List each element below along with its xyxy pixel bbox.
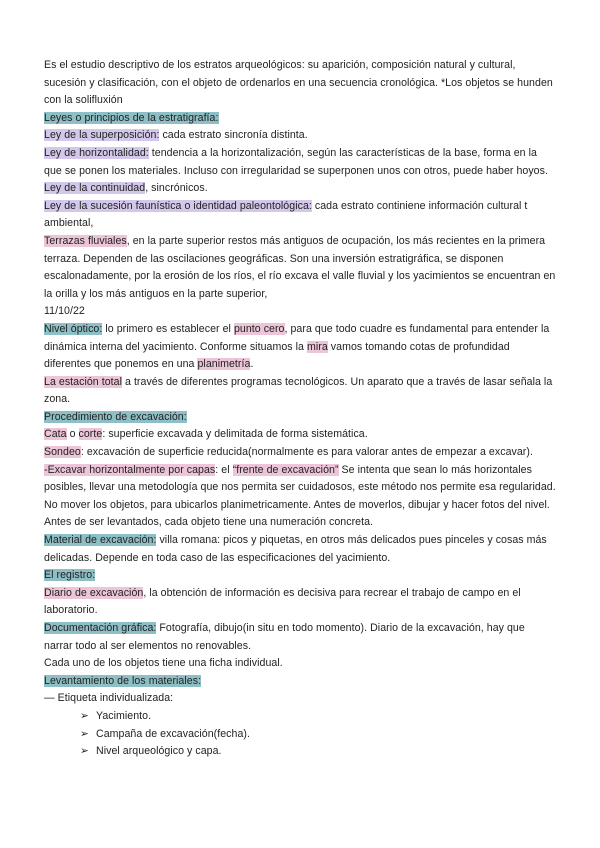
levantamiento-heading: Levantamiento de los materiales: xyxy=(44,674,202,687)
list-item-text: Nivel arqueológico y capa. xyxy=(96,745,222,758)
cata-paragraph xyxy=(44,426,556,444)
ficha-paragraph: Cada uno de los objetos tiene una ficha individual. xyxy=(44,657,283,670)
sondeo-term: Sondeo xyxy=(44,446,81,459)
list-item xyxy=(44,708,556,726)
diario-term: Diario de excavación xyxy=(44,586,144,599)
ley-horizontalidad xyxy=(44,145,556,180)
terrazas-text: , en la parte superior restos más antiguos de ocupación, los más recientes en la primera terraza. Dependen de las oscilaciones geográficas. Son una inversión estratigráfica, se disponen escalonadamente, por la erosión de los ríos, el río excava el valle fluvial y los yacimientos se encuentran en la orilla y los más antiguos en la parte superior, xyxy=(44,234,556,300)
documentacion-text: Fotografía, dibujo(in situ en todo momento). Diario de la excavación, hay que narrar todo al ser elementos no renovables. xyxy=(44,622,525,652)
arrow-bullet-icon: ➢ xyxy=(80,745,89,758)
mira-term: mira xyxy=(306,340,328,353)
ley-continuidad xyxy=(44,180,556,198)
capas-text-1: : el xyxy=(215,463,233,476)
ley-superposicion-text: cada estrato sincronía distinta. xyxy=(159,129,308,142)
documentacion-paragraph xyxy=(44,620,556,655)
terrazas-paragraph xyxy=(44,233,556,303)
cata-text: : superficie excavada y delimitada de forma sistemática. xyxy=(102,428,368,441)
cata-term: Cata xyxy=(44,428,67,441)
nivel-optico-paragraph xyxy=(44,321,556,374)
arrow-bullet-icon: ➢ xyxy=(80,709,89,722)
sondeo-paragraph xyxy=(44,444,556,462)
arrow-bullet-icon: ➢ xyxy=(80,727,89,740)
registro-heading-line xyxy=(44,567,556,585)
ley-sucesion xyxy=(44,198,556,233)
intro-paragraph: Es el estudio descriptivo de los estratos arqueológicos: su aparición, composición natural y cultural, sucesión y clasificación, con el objeto de ordenarlos en una secuencia cronológica. *Los objetos se hunden con la solifluxión xyxy=(44,59,553,107)
estacion-total-term: La estación total xyxy=(44,375,123,388)
diario-paragraph xyxy=(44,585,556,620)
cata-o: o xyxy=(66,428,79,441)
nivel-text-1: lo primero es establecer el xyxy=(102,322,234,335)
leyes-heading-line xyxy=(44,110,556,128)
frente-excavacion-term: “frente de excavación” xyxy=(232,463,339,476)
ley-superposicion xyxy=(44,127,556,145)
nivel-text-3: vamos tomando cotas de profundidad diferentes que ponemos en una xyxy=(44,340,510,371)
ley-continuidad-text: , sincrónicos. xyxy=(145,182,208,195)
planimetria-term: planimetría xyxy=(197,358,251,371)
nivel-text-2: , para que todo cuadre es fundamental para entender la dinámica interna del yacimiento. Conforme situamos la xyxy=(44,322,550,353)
documentacion-term: Documentación gráfica: xyxy=(44,622,157,634)
list-item-text: Yacimiento. xyxy=(96,709,152,722)
ley-horizontalidad-term: Ley de horizontalidad: xyxy=(44,146,149,159)
etiqueta-line: — Etiqueta individualizada: xyxy=(44,692,174,705)
registro-heading: El registro: xyxy=(44,569,96,582)
bullet-list xyxy=(44,708,556,761)
date-line: 11/10/22 xyxy=(44,305,85,318)
material-term: Material de excavación: xyxy=(44,534,157,547)
procedimiento-heading: Procedimiento de excavación: xyxy=(44,410,187,423)
material-text: villa romana: picos y piquetas, en otros más delicados pues pinceles y cosas más delicadas. Depende en toda caso de las especificaciones del yacimiento. xyxy=(44,534,547,564)
ley-continuidad-term: Ley de la continuidad xyxy=(44,182,146,195)
procedimiento-heading-line xyxy=(44,409,556,427)
corte-term: corte xyxy=(78,428,103,441)
capas-term: -Excavar horizontalmente por capas xyxy=(44,463,216,476)
estacion-total-text: a través de diferentes programas tecnológicos. Un aparato que a través de lasar señala la zona. xyxy=(44,375,553,406)
capas-text-2: Se intenta que sean lo más horizontales posibles, llevar una metodología que nos permita ser cuidadosos, este método nos permite esa regularidad. xyxy=(44,463,556,494)
ley-horizontalidad-text: tendencia a la horizontalización, según las características de la base, forma en la que se ponen los materiales. Incluso con irregularidad se superponen unos con otros, puede haber hoyos. xyxy=(44,146,548,177)
capas-paragraph xyxy=(44,462,556,497)
list-item xyxy=(44,743,556,761)
nivel-text-4: . xyxy=(250,358,254,371)
ley-sucesion-term: Ley de la sucesión faunística o identidad paleontológica: xyxy=(44,199,312,212)
leyes-heading: Leyes o principios de la estratigrafía: xyxy=(44,111,219,124)
estacion-total-paragraph xyxy=(44,374,556,409)
levantamiento-heading-line xyxy=(44,673,556,691)
list-item-text: Campaña de excavación(fecha). xyxy=(96,727,250,740)
material-paragraph xyxy=(44,532,556,567)
ley-superposicion-term: Ley de la superposición: xyxy=(44,129,160,142)
sondeo-text: : excavación de superficie reducida(normalmente es para valorar antes de empezar a excavar). xyxy=(80,446,533,459)
punto-cero-term: punto cero xyxy=(233,322,285,335)
nivel-optico-term: Nivel óptico: xyxy=(44,322,103,335)
diario-text: , la obtención de información es decisiva para recrear el trabajo de campo en el laboratorio. xyxy=(44,586,521,617)
ley-sucesion-text: cada estrato continiene información cultural t ambiental, xyxy=(44,199,528,230)
no-mover-paragraph: No mover los objetos, para ubicarlos planimetricamente. Antes de moverlos, dibujar y hacer fotos del nivel. Antes de ser levantados, cada objeto tiene una numeración concreta. xyxy=(44,498,550,529)
list-item xyxy=(44,726,556,744)
terrazas-term: Terrazas fluviales xyxy=(44,234,127,247)
